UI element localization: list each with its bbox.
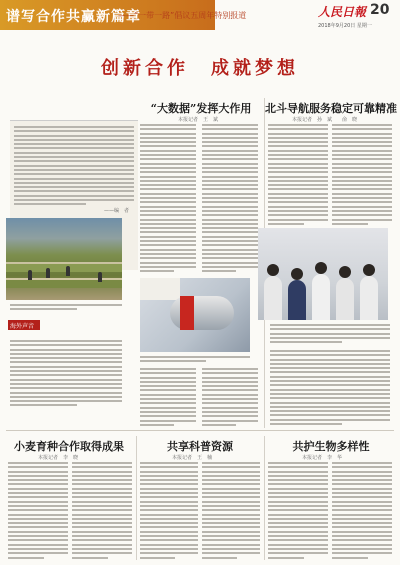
column-rule [136,436,137,560]
equipment-photo-caption [140,356,250,365]
page-banner [0,0,400,34]
publication-date: 2018年9月20日 星期一 [318,23,372,29]
beidou-text-right [332,124,392,227]
overseas-voice-text-block [10,340,122,409]
middle-text-left [140,368,196,428]
overseas-voice-text: 海外声音 [10,323,35,330]
beidou-headline: 北斗导航服务稳定可靠精准 [265,102,397,115]
equipment-photo [140,278,250,352]
beidou-lower-text [270,350,390,427]
beidou-text-left [268,124,328,227]
overseas-voice-label [8,320,40,330]
terraces-photo-caption [10,304,122,313]
biodiversity-text-left [268,462,328,561]
banner-title: 谱写合作共赢新篇章 [6,9,141,25]
students-photo-caption [270,324,390,345]
shared-science-text-left [140,462,198,561]
editor-note-signature: ——编 者 [104,208,130,214]
shared-science-text-right [202,462,260,561]
big-data-text-left [140,124,196,274]
students-photo [258,228,388,320]
banner-subtitle: ——“一带一路”倡议五周年特别报道 [118,11,247,20]
biodiversity-headline: 共护生物多样性 [292,440,370,453]
editor-note-text [14,126,134,208]
wheat-breeding-byline: 本报记者 李 晓 [38,455,79,461]
wheat-text-right [72,462,132,561]
column-rule [264,436,265,560]
big-data-headline: “大数据”发挥大作用 [150,102,252,115]
page-main-title: 创新合作 成就梦想 [101,58,299,79]
middle-text-right [202,368,258,428]
biodiversity-byline: 本报记者 李 华 [302,455,343,461]
beidou-byline: 本报记者 孙 斌 俞 晓 [292,117,358,123]
page-number: 20 [370,2,390,18]
big-data-byline: 本报记者 王 斌 [178,117,219,123]
big-data-text-right [202,124,258,274]
biodiversity-text-right [332,462,392,561]
terraces-photo [6,218,122,300]
newspaper-masthead: 人民日報 [318,5,367,19]
wheat-breeding-headline: 小麦育种合作取得成果 [14,440,124,453]
section-divider [6,430,394,431]
wheat-text-left [8,462,68,561]
shared-science-byline: 本报记者 王 楠 [172,455,213,461]
shared-science-headline: 共享科普资源 [167,440,233,453]
